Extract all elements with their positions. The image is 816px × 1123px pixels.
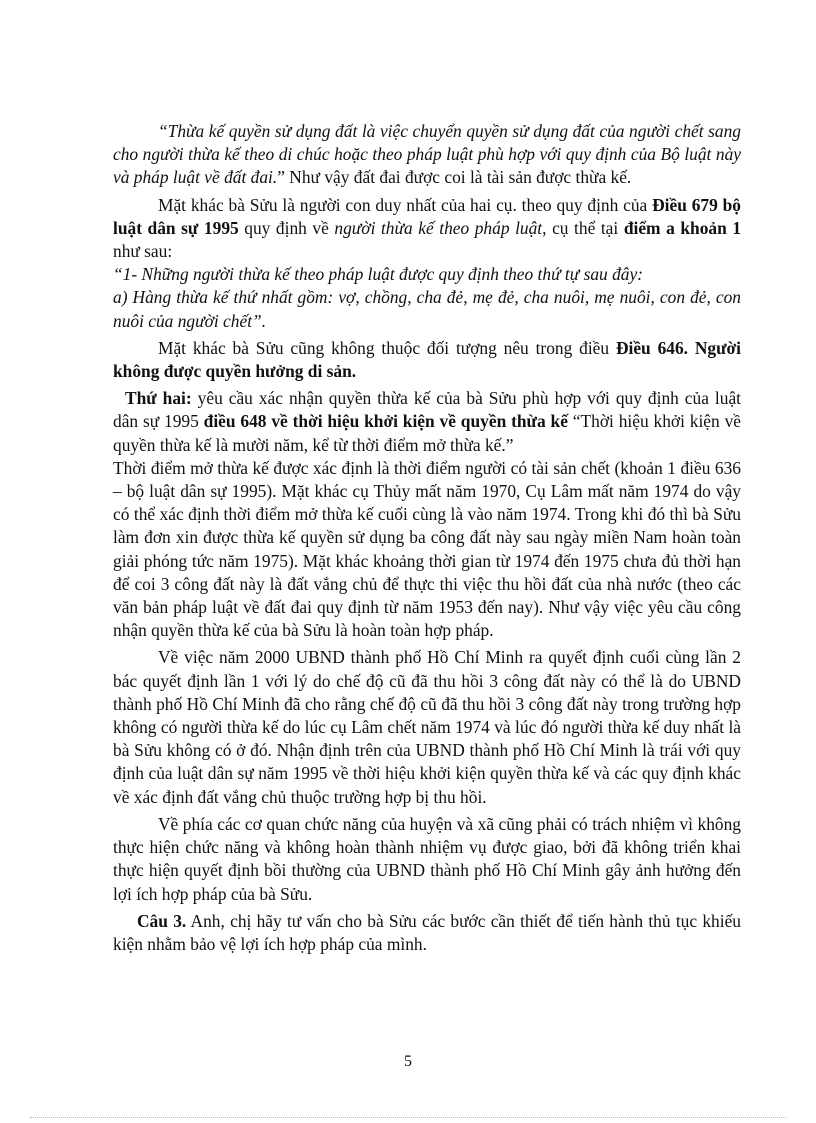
paragraph-question-3: Câu 3. Anh, chị hãy tư vấn cho bà Sửu các bước cần thiết để tiến hành thủ tục khiếu kiện nhằm bảo vệ lợi ích hợp pháp của mình. (113, 910, 741, 954)
paragraph-article-646: Mặt khác bà Sửu cũng không thuộc đối tượng nêu trong điều Điều 646. Người không được quyền hưởng di sản. (113, 337, 741, 382)
document-body (113, 120, 741, 956)
paragraph-inheritance-time: Thời điểm mở thừa kế được xác định là thời điểm người có tài sản chết (khoản 1 điều 636 – bộ luật dân sự 1995). Mặt khác cụ Thủy mất năm 1970, Cụ Lâm mất năm 1974 do vậy có thể xác định thời điểm mở thừa kế cuối cùng là vào năm 1974. Trong khi đó thì bà Sửu làm đơn xin được thừa kế quyền sử dụng ba công đất này sau ngày miền Nam hoàn toàn giải phóng tức năm 1975). Mặt khác khoảng thời gian từ 1974 đến 1975 chưa đủ thời hạn để coi 3 công đất này là đất vắng chủ để thực thi việc thu hồi đất của nhà nước (theo các văn bản pháp luật về đất đai quy định từ năm 1953 đến nay). Như vậy việc yêu cầu công nhận quyền thừa kế của bà Sửu là hoàn toàn hợp pháp. (113, 457, 741, 641)
paragraph-inheritance-definition: “Thừa kế quyền sử dụng đất là việc chuyển quyền sử dụng đất của người chết sang cho người thừa kế theo di chúc hoặc theo pháp luật phù hợp với quy định của Bộ luật này và pháp luật về đất đai.” Như vậy đất đai được coi là tài sản được thừa kế. (113, 121, 741, 188)
paragraph-local-agencies: Về phía các cơ quan chức năng của huyện và xã cũng phải có trách nhiệm vì không thực hiện chức năng và không hoàn thành nhiệm vụ được giao, bởi đã không triển khai thực hiện quyết định bồi thường của UBND thành phố Hồ Chí Minh gây ảnh hưởng đến lợi ích hợp pháp của bà Sửu. (113, 813, 741, 904)
footer-divider (30, 1117, 786, 1118)
quote-heirs-line-2: a) Hàng thừa kế thứ nhất gồm: vợ, chồng, cha đẻ, mẹ đẻ, cha nuôi, mẹ nuôi, con đẻ, con nuôi của người chết”. (113, 287, 741, 331)
quoted-law: Thừa kế quyền sử dụng đất là việc chuyển quyền sử dụng đất của người chết sang cho người thừa kế theo di chúc hoặc theo pháp luật phù hợp với quy định của Bộ luật này và pháp luật về đất đai. (113, 121, 741, 188)
paragraph-ubnd-decision: Về việc năm 2000 UBND thành phố Hồ Chí Minh ra quyết định cuối cùng lần 2 bác quyết định lần 1 với lý do chế độ cũ đã thu hồi 3 công đất này có thể là do UBND thành phố Hồ Chí Minh đã cho rằng chế độ cũ đã thu hồi 3 công đất này trong trường hợp không có người thừa kế do lúc cụ Lâm chết năm 1974 và lúc đó người thừa kế duy nhất là bà Sửu không có ở đó. Nhận định trên của UBND thành phố Hồ Chí Minh là trái với quy định của luật dân sự năm 1995 về thời hiệu khởi kiện quyền thừa kế và các quy định khác về xác định đất vắng chủ thuộc trường hợp bị thu hồi. (113, 647, 741, 807)
page-number: 5 (404, 1053, 412, 1070)
quote-heirs-line-1: “1- Những người thừa kế theo pháp luật được quy định theo thứ tự sau đây: (113, 264, 643, 285)
paragraph-second-point: Thứ hai: yêu cầu xác nhận quyền thừa kế của bà Sửu phù hợp với quy định của luật dân sự 1995 điều 648 về thời hiệu khởi kiện về quyền thừa kế “Thời hiệu khởi kiện về quyền thừa kế là mười năm, kể từ thời điểm mở thừa kế.” (113, 388, 741, 455)
paragraph-article-679: Mặt khác bà Sửu là người con duy nhất của hai cụ. theo quy định của Điều 679 bộ luật dân sự 1995 quy định về người thừa kế theo pháp luật, cụ thể tại điểm a khoản 1 như sau: (113, 194, 742, 262)
